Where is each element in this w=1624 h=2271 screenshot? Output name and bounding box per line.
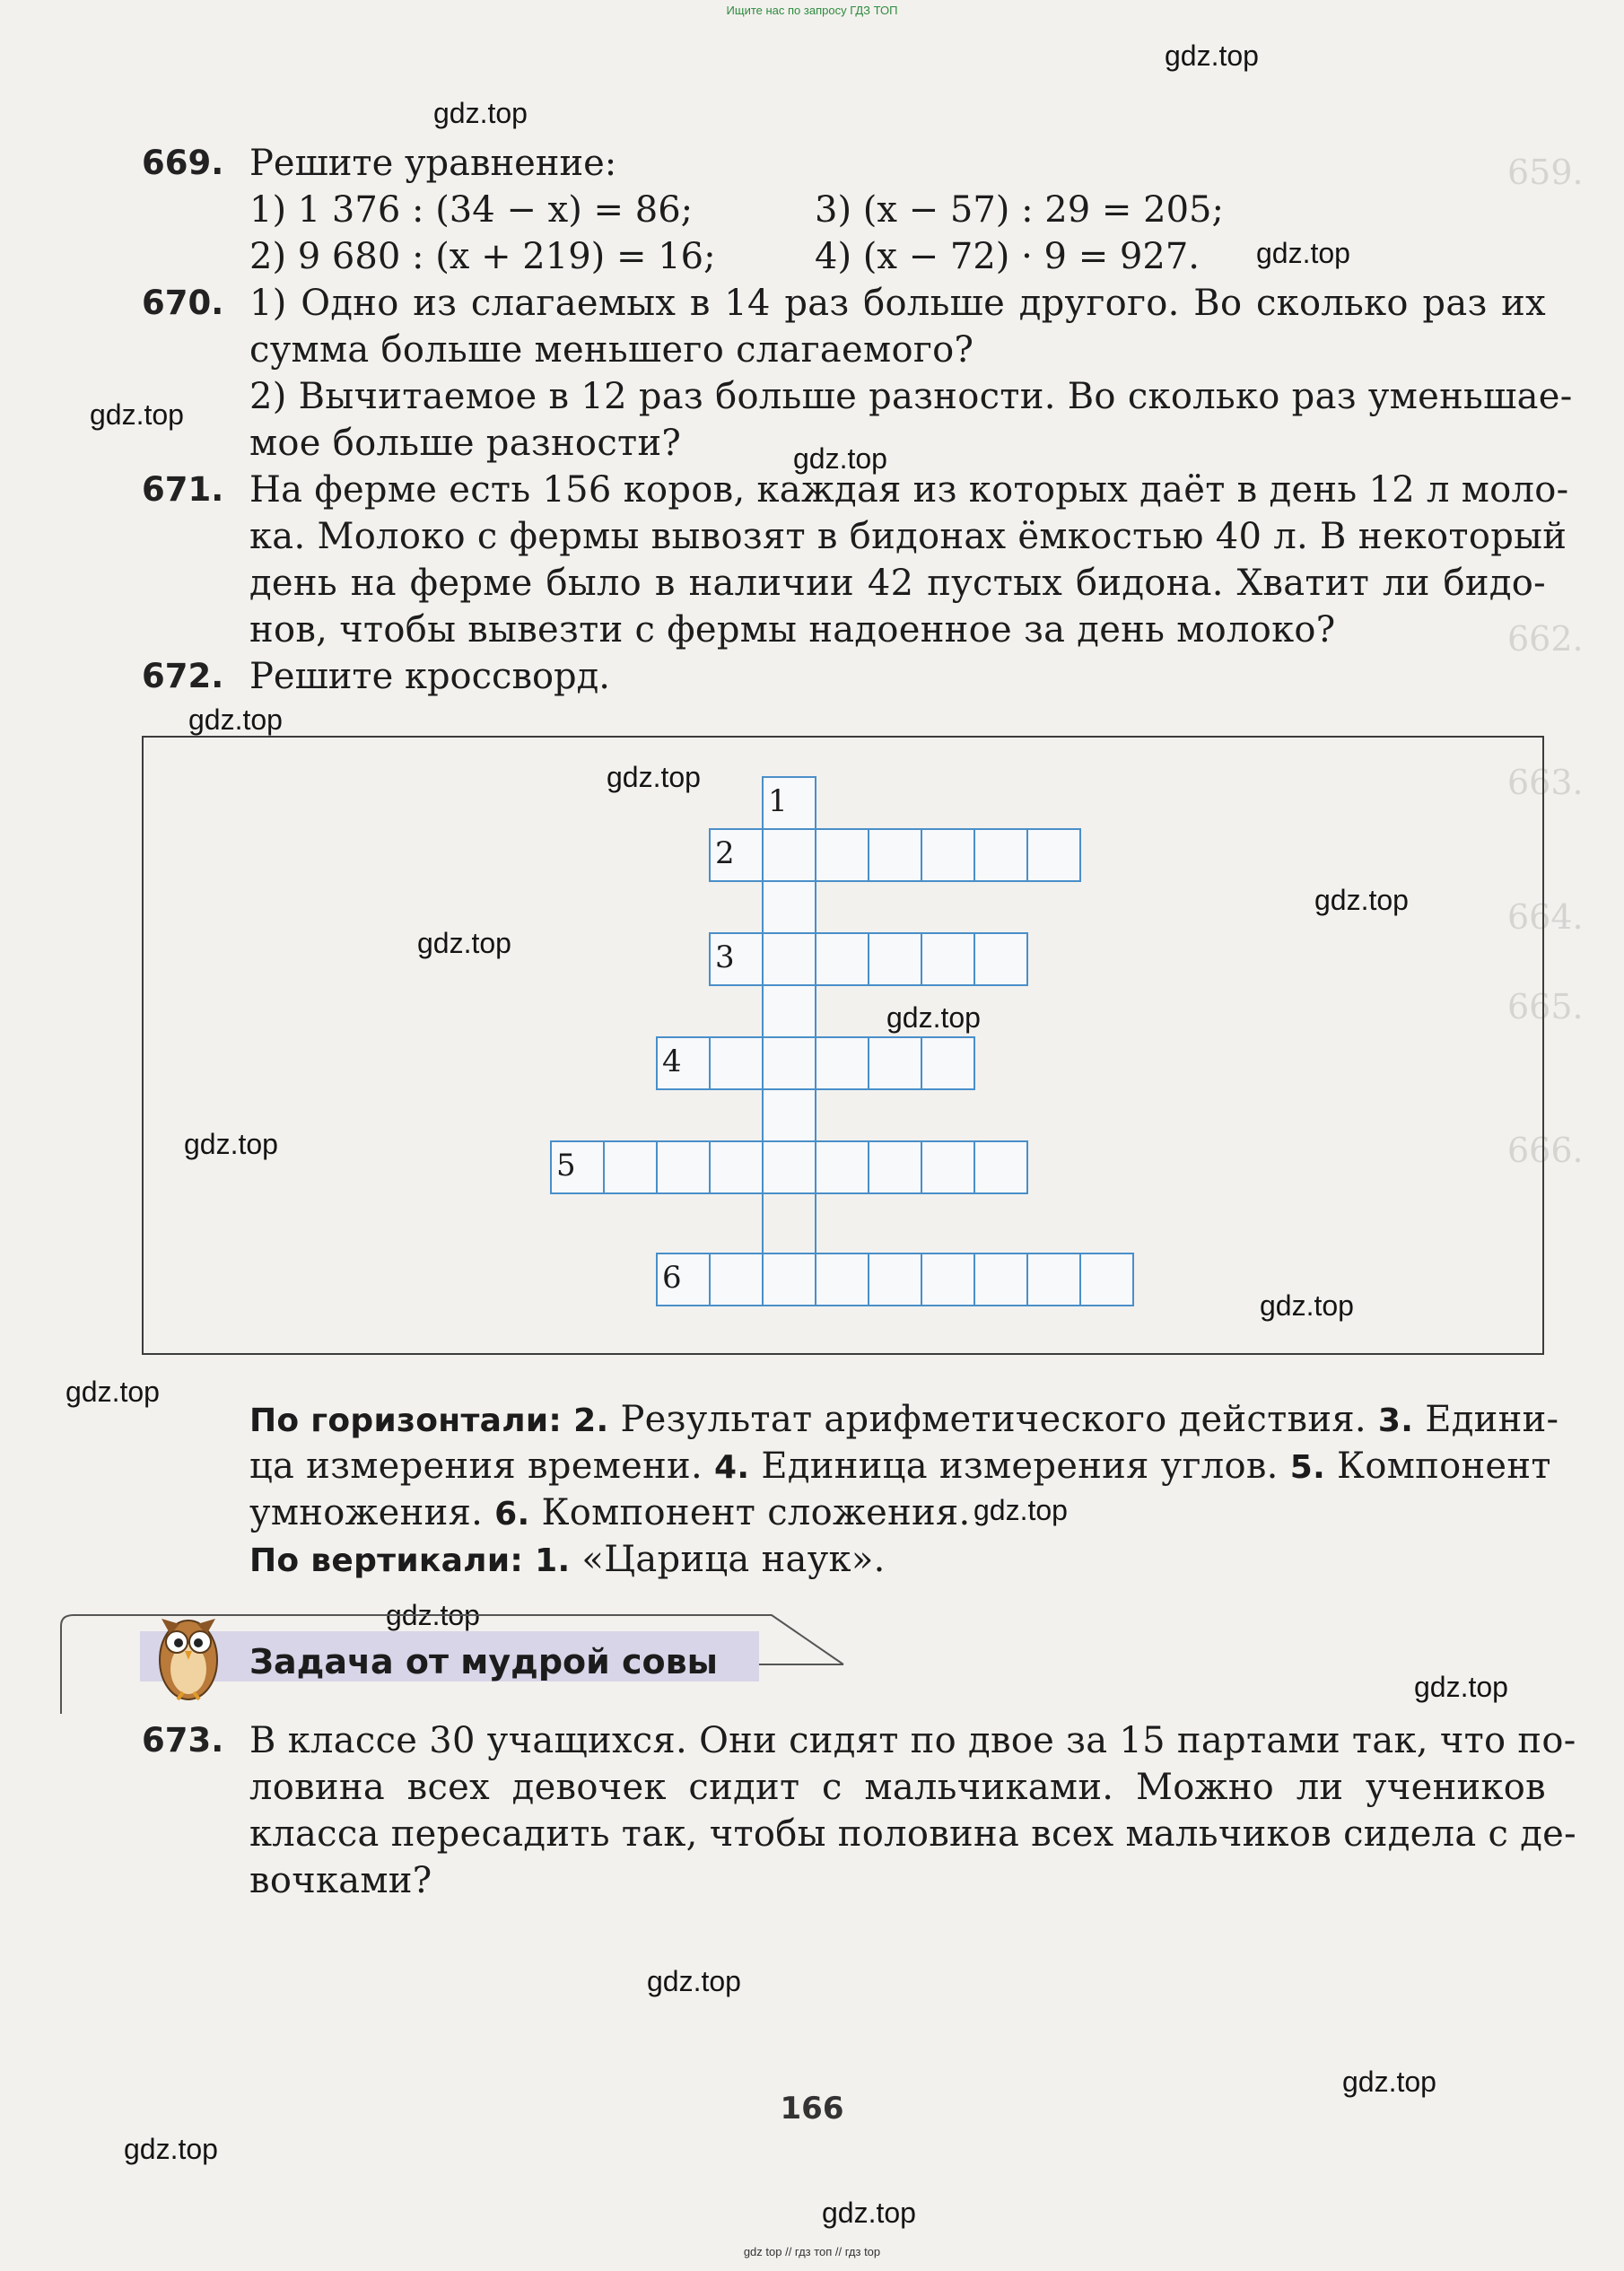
watermark: gdz.top: [822, 2197, 916, 2229]
clue-text: ца измерения времени.: [249, 1446, 715, 1487]
clue-ref: 6.: [494, 1496, 530, 1533]
watermark: gdz.top: [793, 442, 887, 475]
clue-number: 6: [662, 1260, 682, 1296]
crossword-cell[interactable]: [974, 1253, 1027, 1306]
crossword-cell[interactable]: [816, 1141, 869, 1193]
crossword-cell[interactable]: [763, 1193, 816, 1253]
text-line: класса пересадить так, чтобы половина всех мальчиков сидела с де-: [249, 1813, 1576, 1855]
equation: 1) 1 376 : (34 − x) = 86;: [249, 189, 694, 231]
clue-ref: 4.: [714, 1449, 750, 1486]
crossword-cell[interactable]: [816, 829, 869, 881]
crossword-cell[interactable]: [1027, 829, 1080, 881]
crossword-cell[interactable]: [1027, 1253, 1080, 1306]
clue-ref: 1.: [535, 1542, 571, 1579]
crossword-cell[interactable]: [816, 1037, 869, 1089]
crossword-cell[interactable]: [710, 1037, 763, 1089]
down-clues: [249, 1536, 1546, 1585]
problem-title: Решите кроссворд.: [249, 656, 610, 697]
equation: 3) (x − 57) : 29 = 205;: [815, 189, 1224, 231]
text-line: нов, чтобы вывезти с фермы надоенное за день молоко?: [249, 609, 1336, 651]
text-line: сумма больше меньшего слагаемого?: [249, 329, 974, 371]
text-line: мое больше разности?: [249, 423, 682, 464]
watermark: gdz.top: [607, 761, 701, 793]
problem-number: 669.: [142, 144, 224, 182]
text-line: 1) Одно из слагаемых в 14 раз больше другого. Во сколько раз их: [249, 283, 1546, 324]
down-label: По вертикали:: [249, 1542, 524, 1579]
crossword-cell[interactable]: [604, 1141, 657, 1193]
clue-text: Едини-: [1413, 1399, 1559, 1440]
clue-number: 2: [715, 835, 735, 871]
clue-number: 5: [556, 1148, 576, 1184]
problem-number: 670.: [142, 284, 224, 322]
crossword-cell[interactable]: [763, 829, 816, 881]
crossword-cell[interactable]: [974, 933, 1027, 985]
crossword-cell[interactable]: [763, 1253, 816, 1306]
crossword-cell[interactable]: [710, 1141, 763, 1193]
crossword-cell[interactable]: [763, 881, 816, 933]
crossword-cell[interactable]: [869, 1037, 921, 1089]
page-number: 166: [780, 2091, 844, 2127]
clue-text: Единица измерения углов.: [749, 1446, 1290, 1487]
watermark: gdz.top: [1256, 237, 1350, 269]
watermark: gdz.top: [974, 1494, 1068, 1526]
text-line: день на ферме было в наличии 42 пустых бидона. Хватит ли бидо-: [249, 563, 1546, 604]
problem-number: 672.: [142, 657, 224, 695]
watermark: gdz.top: [1260, 1289, 1354, 1322]
watermark: gdz.top: [1414, 1671, 1508, 1703]
clue-text: умножения.: [249, 1492, 495, 1533]
across-label: По горизонтали:: [249, 1402, 563, 1439]
footer-links[interactable]: gdz top // гдз топ // гдз top: [743, 2245, 881, 2258]
crossword-cell[interactable]: [869, 1253, 921, 1306]
crossword-cell[interactable]: [974, 1141, 1027, 1193]
text-line: В классе 30 учащихся. Они сидят по двое за 15 партами так, что по-: [249, 1720, 1576, 1761]
crossword-cell[interactable]: [763, 1037, 816, 1089]
watermark: gdz.top: [1342, 2066, 1436, 2098]
crossword-cell[interactable]: [710, 1253, 763, 1306]
section-title: Задача от мудрой совы: [249, 1642, 719, 1681]
top-banner[interactable]: Ищите нас по запросу ГДЗ ТОП: [726, 4, 898, 17]
watermark: gdz.top: [188, 703, 283, 736]
watermark: gdz.top: [1314, 884, 1409, 916]
problem-number: 671.: [142, 470, 224, 509]
text-line: вочками?: [249, 1860, 432, 1901]
equation: 4) (x − 72) · 9 = 927.: [815, 236, 1200, 277]
across-clues: [249, 1396, 1559, 1445]
crossword-cell[interactable]: [763, 1089, 816, 1141]
watermark: gdz.top: [886, 1001, 981, 1034]
crossword-cell[interactable]: [1080, 1253, 1133, 1306]
crossword-cell[interactable]: [763, 933, 816, 985]
watermark: gdz.top: [647, 1965, 741, 1997]
crossword-cell[interactable]: [869, 1141, 921, 1193]
crossword-cell[interactable]: [763, 985, 816, 1037]
clue-text: «Царица наук».: [570, 1539, 886, 1580]
watermark: gdz.top: [1165, 39, 1259, 72]
text-line: ловина всех девочек сидит с мальчиками. Можно ли учеников: [249, 1767, 1546, 1808]
crossword-cell[interactable]: [816, 1253, 869, 1306]
text-line: На ферме есть 156 коров, каждая из которых даёт в день 12 л моло-: [249, 469, 1569, 511]
problem-title: Решите уравнение:: [249, 143, 617, 184]
clue-text: Результат арифметического действия.: [608, 1399, 1378, 1440]
watermark: gdz.top: [124, 2133, 218, 2165]
owl-icon: [160, 1619, 217, 1699]
watermark: gdz.top: [65, 1376, 160, 1408]
text-line: 2) Вычитаемое в 12 раз больше разности. Во сколько раз уменьшае-: [249, 376, 1573, 417]
clue-number: 3: [715, 939, 735, 975]
clue-ref: 3.: [1377, 1402, 1414, 1439]
crossword-cell[interactable]: [869, 933, 921, 985]
across-clues: [249, 1489, 1546, 1538]
clue-ref: 5.: [1289, 1449, 1326, 1486]
crossword-cell[interactable]: [921, 1141, 974, 1193]
clue-text: Компонент: [1325, 1446, 1551, 1487]
crossword-cell[interactable]: [816, 933, 869, 985]
crossword-cell[interactable]: [974, 829, 1027, 881]
crossword-cell[interactable]: [921, 829, 974, 881]
crossword-cell[interactable]: [921, 1037, 974, 1089]
problem-number: 673.: [142, 1721, 224, 1760]
watermark: gdz.top: [184, 1128, 278, 1160]
watermark: gdz.top: [417, 927, 511, 959]
crossword-cell[interactable]: [921, 1253, 974, 1306]
across-clues: [249, 1443, 1551, 1491]
crossword-cell[interactable]: [763, 1141, 816, 1193]
crossword-cell[interactable]: [869, 829, 921, 881]
clue-text: Компонент сложения.: [529, 1492, 971, 1533]
clue-number: 4: [662, 1044, 682, 1079]
text-line: ка. Молоко с фермы вывозят в бидонах ёмкостью 40 л. В некоторый: [249, 516, 1567, 557]
crossword-cell[interactable]: [921, 933, 974, 985]
watermark: gdz.top: [90, 398, 184, 431]
clue-number: 1: [768, 783, 788, 819]
clue-ref: 2.: [573, 1402, 609, 1439]
watermark: gdz.top: [433, 97, 528, 129]
equation: 2) 9 680 : (x + 219) = 16;: [249, 236, 716, 277]
watermark: gdz.top: [386, 1599, 480, 1631]
crossword-cell[interactable]: [657, 1141, 710, 1193]
